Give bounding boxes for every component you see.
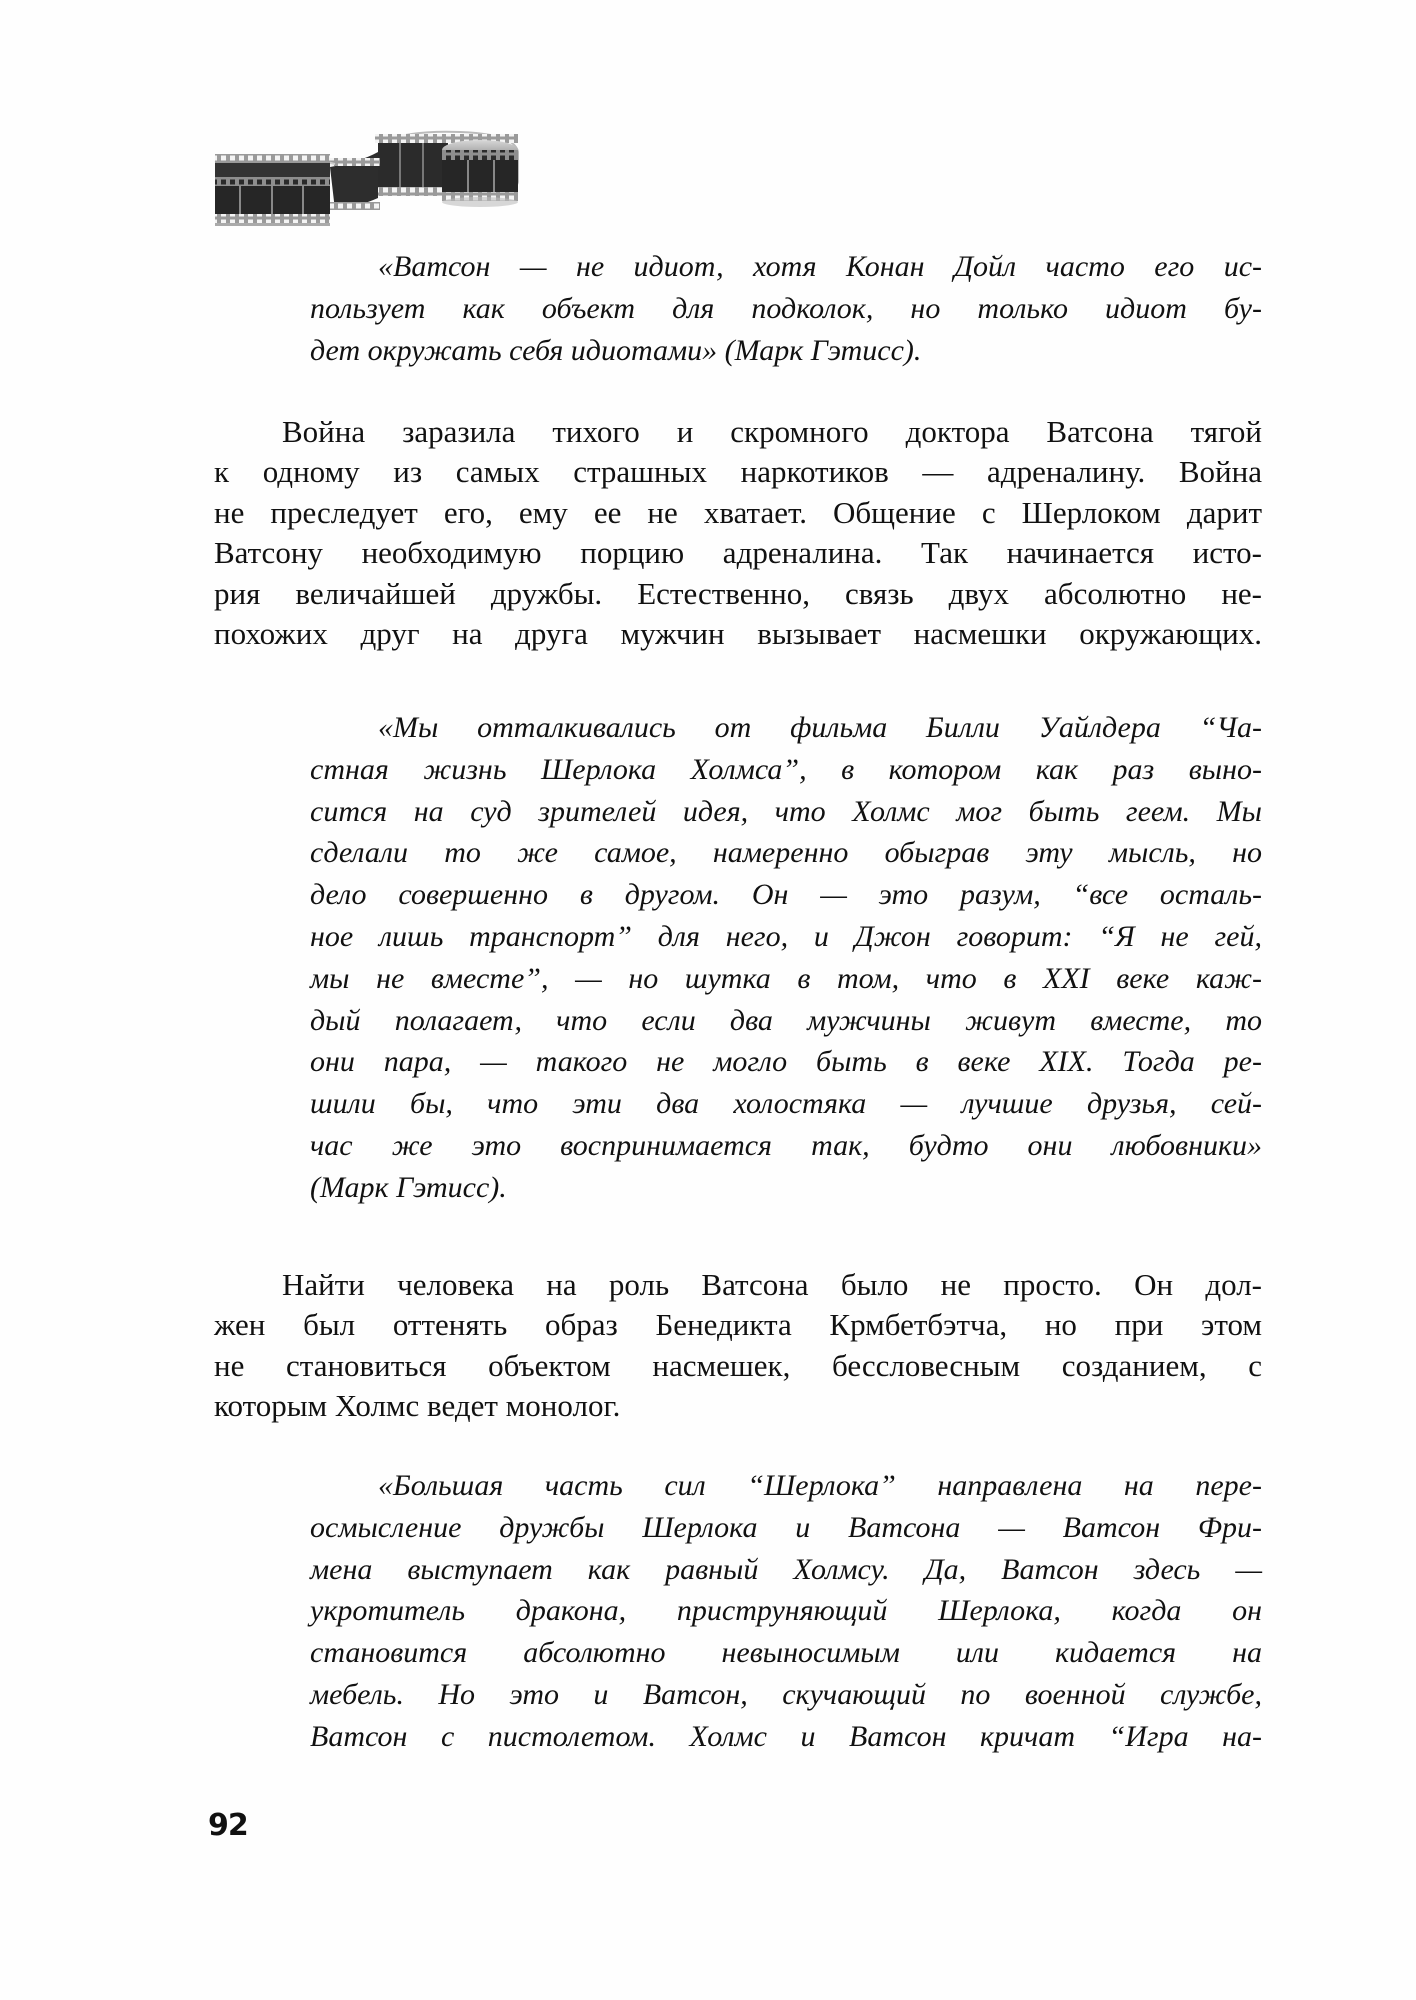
quote-3 [310, 1465, 1262, 1758]
quote-line: пользует как объект для подколок, но только идиот бу- [310, 291, 1262, 325]
paragraph-line: рия величайшей дружбы. Естественно, связь двух абсолютно не- [214, 575, 1262, 611]
quote-line: дело совершенно в другом. Он — это разум, “все осталь- [310, 878, 1262, 912]
paragraph-2 [214, 1265, 1262, 1427]
paragraph-line: Война заразила тихого и скромного доктора Ватсона тягой [282, 414, 1262, 449]
quote-line: укротитель дракона, приструняющий Шерлока, когда он [310, 1594, 1262, 1628]
quote-line: «Ватсон — не идиот, хотя Конан Дойл часто его ис- [378, 250, 1262, 283]
quote-line: шили бы, что эти два холостяка — лучшие друзья, сей- [310, 1087, 1262, 1121]
quote-line: мена выступает как равный Холмсу. Да, Ватсон здесь — [310, 1552, 1262, 1586]
quote-line: сится на суд зрителей идея, что Холмс мог быть геем. Мы [310, 794, 1262, 828]
quote-line: стная жизнь Шерлока Холмса”, в котором как раз выно- [310, 752, 1262, 786]
quote-1 [310, 246, 1262, 371]
paragraph-line: Найти человека на роль Ватсона было не просто. Он дол- [282, 1267, 1262, 1302]
quote-line: мы не вместе”, — но шутка в том, что в XXI веке каж- [310, 961, 1262, 995]
paragraph-line: жен был оттенять образ Бенедикта Крмбетбэтча, но при этом [214, 1307, 1262, 1343]
paragraph-1 [214, 412, 1262, 654]
paragraph-line: которым Холмс ведет монолог. [214, 1388, 621, 1424]
quote-line: осмысление дружбы Шерлока и Ватсона — Ватсон Фри- [310, 1510, 1262, 1544]
quote-line: сделали то же самое, намеренно обыграв эту мысль, но [310, 836, 1262, 870]
quote-2 [310, 707, 1262, 1209]
quote-line: становится абсолютно невыносимым или кидается на [310, 1636, 1262, 1670]
quote-line: они пара, — такого не могло быть в веке XIX. Тогда ре- [310, 1045, 1262, 1079]
quote-line: «Большая часть сил “Шерлока” направлена на пере- [378, 1469, 1262, 1502]
paragraph-line: похожих друг на друга мужчин вызывает насмешки окружающих. [214, 615, 1262, 651]
quote-line: ное лишь транспорт” для него, и Джон говорит: “Я не гей, [310, 919, 1262, 953]
quote-line: «Мы отталкивались от фильма Билли Уайлдера “Ча- [378, 711, 1262, 744]
quote-line: (Марк Гэтисс). [310, 1170, 507, 1204]
paragraph-line: не становиться объектом насмешек, бессловесным созданием, с [214, 1347, 1262, 1383]
film-strip-icon [210, 122, 526, 232]
paragraph-line: к одному из самых страшных наркотиков — адреналину. Война [214, 454, 1262, 490]
quote-line: дый полагает, что если два мужчины живут вместе, то [310, 1003, 1262, 1037]
paragraph-line: не преследует его, ему ее не хватает. Общение с Шерлоком дарит [214, 494, 1262, 530]
quote-line: час же это воспринимается так, будто они любовники» [310, 1128, 1262, 1162]
paragraph-line: Ватсону необходимую порцию адреналина. Так начинается исто- [214, 535, 1262, 571]
quote-line: Ватсон с пистолетом. Холмс и Ватсон кричат “Игра на- [310, 1719, 1262, 1753]
page-number: 92 [208, 1808, 248, 1843]
quote-line: дет окружать себя идиотами» (Марк Гэтисс). [310, 333, 922, 367]
quote-line: мебель. Но это и Ватсон, скучающий по военной службе, [310, 1677, 1262, 1711]
